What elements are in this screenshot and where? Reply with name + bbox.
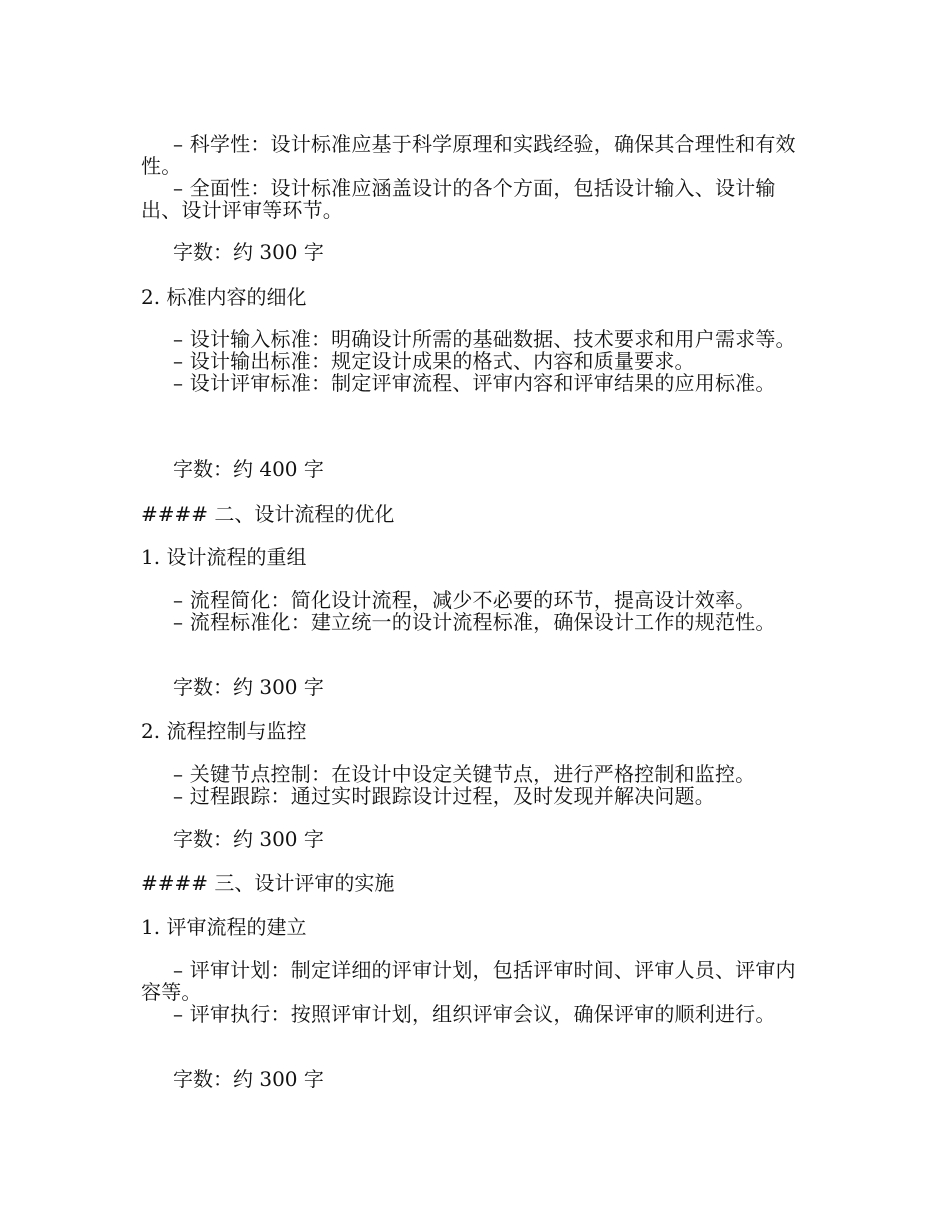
subheading: 2. 流程控制与监控: [141, 719, 307, 743]
list-item: – 流程标准化：建立统一的设计流程标准，确保设计工作的规范性。: [173, 610, 776, 634]
list-item: – 设计输出标准：规定设计成果的格式、内容和质量要求。: [173, 349, 695, 373]
list-item: – 评审计划：制定详细的评审计划，包括评审时间、评审人员、评审内容等。: [141, 958, 796, 1004]
list-item: – 设计评审标准：制定评审流程、评审内容和评审结果的应用标准。: [173, 371, 776, 395]
list-standard-content: [141, 328, 806, 394]
list-item: – 过程跟踪：通过实时跟踪设计过程，及时发现并解决问题。: [173, 784, 715, 808]
list-item: – 流程简化：简化设计流程，减少不必要的环节，提高设计效率。: [173, 588, 756, 612]
list-item: – 科学性：设计标准应基于科学原理和实践经验，确保其合理性和有效性。: [141, 132, 796, 178]
list-process-reorg: [141, 589, 806, 633]
list-review-process: [141, 959, 806, 1025]
list-science-comprehensive: [141, 133, 806, 221]
word-count: 字数：约 300 字: [173, 240, 324, 264]
list-item: – 设计输入标准：明确设计所需的基础数据、技术要求和用户需求等。: [173, 327, 796, 351]
word-count: 字数：约 300 字: [173, 675, 324, 699]
subheading: 1. 评审流程的建立: [141, 915, 307, 939]
section-heading: #### 三、设计评审的实施: [141, 871, 395, 895]
subheading: 2. 标准内容的细化: [141, 285, 307, 309]
section-heading: #### 二、设计流程的优化: [141, 502, 395, 526]
list-process-control: [141, 763, 806, 807]
word-count: 字数：约 400 字: [173, 457, 324, 481]
list-item: – 全面性：设计标准应涵盖设计的各个方面，包括设计输入、设计输出、设计评审等环节。: [141, 176, 776, 222]
list-item: – 关键节点控制：在设计中设定关键节点，进行严格控制和监控。: [173, 762, 756, 786]
subheading: 1. 设计流程的重组: [141, 545, 307, 569]
word-count: 字数：约 300 字: [173, 827, 324, 851]
word-count: 字数：约 300 字: [173, 1067, 324, 1091]
list-item: – 评审执行：按照评审计划，组织评审会议，确保评审的顺利进行。: [173, 1002, 776, 1026]
